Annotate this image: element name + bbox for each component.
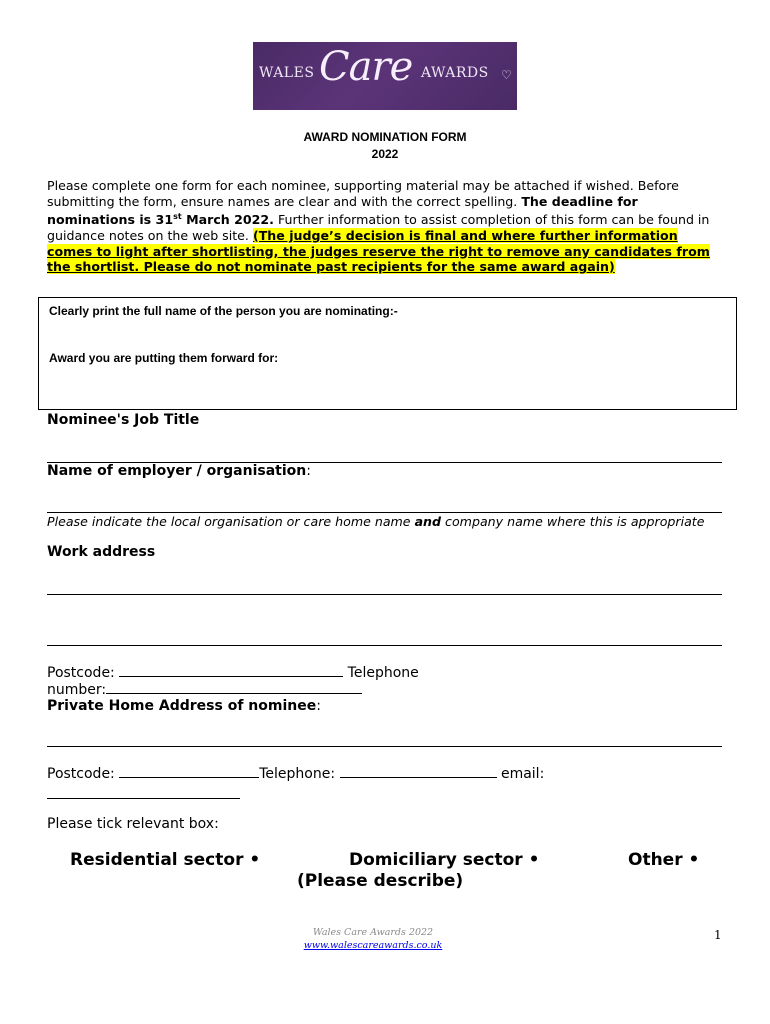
logo-text-care: Care [319,44,413,90]
please-describe-label: (Please describe) [297,871,464,891]
logo-text-awards: AWARDS [421,65,489,81]
email-line[interactable] [47,798,240,799]
domiciliary-sector-label: Domiciliary sector [349,850,523,870]
work-address-line-1[interactable] [47,594,722,595]
work-telephone-label: Telephone [343,665,419,681]
home-address-colon: : [316,698,321,714]
employer-note [47,514,727,529]
footer-website-link[interactable]: www.walescareawards.co.uk [303,940,443,951]
employer-label: Name of employer / organisation [47,463,307,479]
footer-title: Wales Care Awards 2022 [312,927,434,938]
home-contact-row [47,765,544,782]
residential-bullet-icon[interactable]: • [249,850,261,870]
home-telephone-blank[interactable] [340,765,497,778]
page-number: 1 [714,928,722,942]
other-bullet-icon[interactable]: • [688,850,700,870]
work-number-blank[interactable] [106,681,362,694]
employer-label-wrap [47,463,311,479]
domiciliary-sector-option[interactable] [349,850,539,870]
intro-text: Please complete one form for each nominee, supporting material may be attached if wished. Before submitting the form, ensure names are clear and with the correct spelling. [47,178,679,209]
employer-note-text-end: company name where this is appropriate [441,514,705,529]
deadline-text: The deadline for nominations is 31 [47,193,638,228]
work-postcode-blank[interactable] [119,664,343,677]
employer-note-and: and [414,514,442,529]
employer-note-text: Please indicate the local organisation or care home name [47,514,415,529]
home-address-line[interactable] [47,746,722,747]
residential-sector-label: Residential sector [70,850,244,870]
job-title-label: Nominee's Job Title [47,412,200,428]
other-sector-option[interactable] [628,850,699,870]
form-year: 2022 [371,147,399,161]
nominee-box [38,297,737,410]
logo-text-wales: WALES [259,65,315,81]
nominee-name-label: Clearly print the full name of the person you are nominating:- [49,304,398,318]
home-address-label-wrap [47,698,321,714]
deadline-superscript: st [173,212,182,222]
email-label: email: [496,766,545,782]
judges-decision-notice: (The judge’s decision is final and where further information comes to light after shortlisting, the judges reserve the right to remove any candidates from the shortlist. Please do not nominate past recipients for the same award again) [47,227,710,275]
tick-instruction: Please tick relevant box: [47,816,219,832]
home-telephone-label: Telephone: [259,766,340,782]
work-address-line-2[interactable] [47,645,722,646]
heart-outline-icon: ♡ [501,68,512,82]
residential-sector-option[interactable] [70,850,260,870]
home-address-label: Private Home Address of nominee [47,698,317,714]
domiciliary-bullet-icon[interactable]: • [528,850,540,870]
deadline-month: March 2022. [181,212,274,228]
home-postcode-blank[interactable] [119,765,259,778]
wales-care-awards-logo [253,42,517,110]
intro-guidance-text: Further information to assist completion of this form can be found in guidance notes on the web site. [47,212,710,243]
employer-line[interactable] [47,512,722,513]
other-sector-label: Other [628,850,683,870]
work-number-label: number: [47,682,107,698]
work-postcode-row [47,664,419,681]
work-number-row [47,681,362,698]
award-label: Award you are putting them forward for: [49,351,279,365]
intro-paragraph [47,178,727,275]
employer-colon: : [306,463,311,479]
form-title: AWARD NOMINATION FORM [303,130,467,144]
work-postcode-label: Postcode: [47,665,120,681]
home-postcode-label: Postcode: [47,766,120,782]
work-address-label: Work address [47,544,156,560]
